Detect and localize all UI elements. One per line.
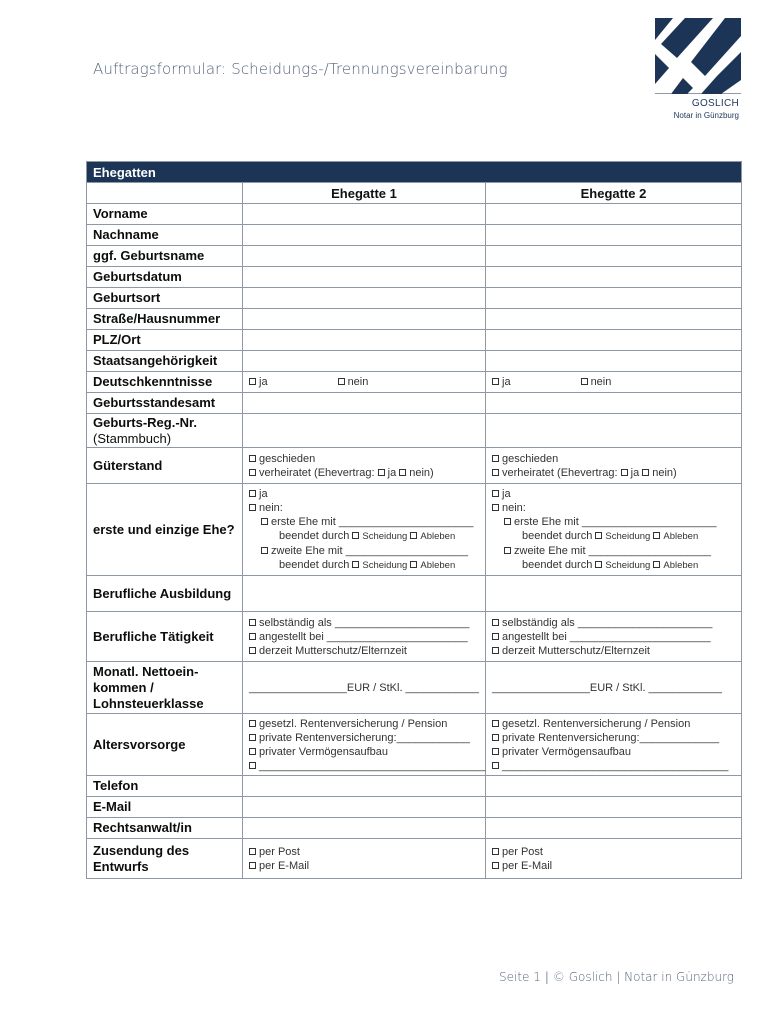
logo-name: GOSLICH xyxy=(691,98,739,109)
checkbox-angestellt-1[interactable] xyxy=(249,633,256,640)
checkbox-deutsch-nein-2[interactable] xyxy=(581,378,588,385)
option-label: nein xyxy=(590,376,612,388)
deutsch-options-2 xyxy=(486,372,742,393)
checkbox-post-1[interactable] xyxy=(249,848,256,855)
field-geburtsname-1[interactable] xyxy=(243,246,486,267)
label-plz-ort: PLZ/Ort xyxy=(87,330,243,351)
checkbox-rente-1[interactable] xyxy=(249,720,256,727)
checkbox-verheiratet-2[interactable] xyxy=(492,469,499,476)
page-footer xyxy=(499,970,734,984)
option-label: _____________________________________ xyxy=(502,759,729,772)
notary-logo xyxy=(655,18,741,125)
checkbox-ehevertrag-ja-2[interactable] xyxy=(621,469,628,476)
checkbox-vermoegen-1[interactable] xyxy=(249,748,256,755)
option-label: Ableben xyxy=(420,530,456,542)
checkbox-erste-ehe-1[interactable] xyxy=(261,518,268,525)
label-vorname: Vorname xyxy=(87,204,243,225)
label-geburtsstandesamt: Geburtsstandesamt xyxy=(87,393,243,414)
checkbox-ehe-ja-2[interactable] xyxy=(492,490,499,497)
checkbox-selbstaendig-2[interactable] xyxy=(492,619,499,626)
field-regnr-2[interactable] xyxy=(486,414,742,448)
option-label: nein xyxy=(347,376,369,388)
option-label: privater Vermögensaufbau xyxy=(502,745,632,758)
option-label: verheiratet (Ehevertrag: xyxy=(259,466,375,479)
checkbox-scheidung-a-2[interactable] xyxy=(595,532,602,539)
field-ausbildung-1[interactable] xyxy=(243,576,486,612)
checkbox-vermoegen-2[interactable] xyxy=(492,748,499,755)
checkbox-mutterschutz-2[interactable] xyxy=(492,647,499,654)
checkbox-zweite-ehe-2[interactable] xyxy=(504,547,511,554)
checkbox-ehe-nein-2[interactable] xyxy=(492,504,499,511)
field-geburtsname-2[interactable] xyxy=(486,246,742,267)
option-label: Ableben xyxy=(663,559,699,571)
option-label: nein: xyxy=(259,501,283,514)
label-nettoeinkommen: Monatl. Nettoein- kommen / Lohnsteuerklasse xyxy=(87,662,243,714)
checkbox-rente-2[interactable] xyxy=(492,720,499,727)
column-header-spouse-1: Ehegatte 1 xyxy=(243,183,486,204)
option-label: ja xyxy=(502,487,511,500)
label-geburts-reg-nr xyxy=(87,414,243,448)
taetigkeit-options-1 xyxy=(243,612,486,662)
checkbox-erste-ehe-2[interactable] xyxy=(504,518,511,525)
footer-separator: | xyxy=(544,970,549,984)
option-label: ja xyxy=(387,466,397,479)
field-email-2[interactable] xyxy=(486,797,742,818)
zusendung-options-2 xyxy=(486,839,742,879)
label-berufliche-taetigkeit: Berufliche Tätigkeit xyxy=(87,612,243,662)
option-label: gesetzl. Rentenversicherung / Pension xyxy=(259,717,448,730)
option-label: angestellt bei _______________________ xyxy=(502,630,711,643)
option-label: Scheidung xyxy=(362,559,408,571)
deutsch-options-1 xyxy=(243,372,486,393)
checkbox-verheiratet-1[interactable] xyxy=(249,469,256,476)
field-email-1[interactable] xyxy=(243,797,486,818)
field-standesamt-1[interactable] xyxy=(243,393,486,414)
checkbox-email-1[interactable] xyxy=(249,862,256,869)
checkbox-sonstiges-2[interactable] xyxy=(492,762,499,769)
label-rechtsanwalt: Rechtsanwalt/in xyxy=(87,818,243,839)
option-label: Scheidung xyxy=(605,559,651,571)
label-erste-ehe: erste und einzige Ehe? xyxy=(87,484,243,576)
empty-header-cell xyxy=(87,183,243,204)
checkbox-deutsch-ja-1[interactable] xyxy=(249,378,256,385)
option-label: verheiratet (Ehevertrag: xyxy=(502,466,618,479)
checkbox-privat-2[interactable] xyxy=(492,734,499,741)
checkbox-deutsch-ja-2[interactable] xyxy=(492,378,499,385)
label-geburtsname: ggf. Geburtsname xyxy=(87,246,243,267)
label-geburtsort: Geburtsort xyxy=(87,288,243,309)
label-strasse: Straße/Hausnummer xyxy=(87,309,243,330)
option-label: nein) xyxy=(409,466,434,479)
option-label: per E-Mail xyxy=(259,859,310,872)
checkbox-ableben-b-2[interactable] xyxy=(653,561,660,568)
gueterstand-options-2 xyxy=(486,448,742,484)
checkbox-scheidung-b-2[interactable] xyxy=(595,561,602,568)
ehe-options-1 xyxy=(243,484,486,576)
field-netto-2[interactable]: ________________EUR / StKl. ____________ xyxy=(486,662,742,714)
option-label: erste Ehe mit ______________________ xyxy=(514,515,717,528)
checkbox-zweite-ehe-1[interactable] xyxy=(261,547,268,554)
checkbox-ableben-b-1[interactable] xyxy=(410,561,417,568)
page-number: Seite 1 xyxy=(498,970,541,984)
option-label: ja xyxy=(502,376,511,388)
gueterstand-options-1 xyxy=(243,448,486,484)
label-telefon: Telefon xyxy=(87,776,243,797)
checkbox-deutsch-nein-1[interactable] xyxy=(338,378,345,385)
bavarian-lozenge-logo-icon xyxy=(655,18,741,94)
alters-options-2 xyxy=(486,714,742,776)
option-label: selbständig als ______________________ xyxy=(259,616,470,629)
option-label: derzeit Mutterschutz/Elternzeit xyxy=(502,644,650,657)
label-altersvorsorge: Altersvorsorge xyxy=(87,714,243,776)
label-email: E-Mail xyxy=(87,797,243,818)
label-staatsangehoerigkeit: Staatsangehörigkeit xyxy=(87,351,243,372)
option-label: per Post xyxy=(502,845,543,858)
field-geburtsort-2[interactable] xyxy=(486,288,742,309)
field-ausbildung-2[interactable] xyxy=(486,576,742,612)
option-label: geschieden xyxy=(502,452,559,465)
field-geburtsdatum-2[interactable] xyxy=(486,267,742,288)
checkbox-scheidung-a-1[interactable] xyxy=(352,532,359,539)
option-label: selbständig als ______________________ xyxy=(502,616,713,629)
option-label: Scheidung xyxy=(605,530,651,542)
option-label: zweite Ehe mit ____________________ xyxy=(271,544,468,557)
option-label: ja xyxy=(259,487,268,500)
field-vorname-2[interactable] xyxy=(486,204,742,225)
option-label: beendet durch xyxy=(279,529,350,542)
option-label: erste Ehe mit ______________________ xyxy=(271,515,474,528)
option-label: angestellt bei _______________________ xyxy=(259,630,468,643)
checkbox-ehevertrag-ja-1[interactable] xyxy=(378,469,385,476)
checkbox-ehevertrag-nein-2[interactable] xyxy=(642,469,649,476)
checkbox-post-2[interactable] xyxy=(492,848,499,855)
field-nachname-1[interactable] xyxy=(243,225,486,246)
checkbox-selbstaendig-1[interactable] xyxy=(249,619,256,626)
option-label: geschieden xyxy=(259,452,316,465)
field-telefon-2[interactable] xyxy=(486,776,742,797)
option-label: per Post xyxy=(259,845,300,858)
field-strasse-1[interactable] xyxy=(243,309,486,330)
checkbox-ableben-a-1[interactable] xyxy=(410,532,417,539)
option-label: nein: xyxy=(502,501,526,514)
zusendung-options-1 xyxy=(243,839,486,879)
checkbox-ehe-ja-1[interactable] xyxy=(249,490,256,497)
label-geburtsdatum: Geburtsdatum xyxy=(87,267,243,288)
option-label: private Rentenversicherung:____________ xyxy=(259,731,470,744)
spouses-form-table xyxy=(86,161,742,879)
field-staat-2[interactable] xyxy=(486,351,742,372)
option-label: Ableben xyxy=(663,530,699,542)
field-plz-ort-2[interactable] xyxy=(486,330,742,351)
option-label: ja xyxy=(259,376,268,388)
field-anwalt-1[interactable] xyxy=(243,818,486,839)
section-header: Ehegatten xyxy=(87,162,742,183)
checkbox-mutterschutz-1[interactable] xyxy=(249,647,256,654)
option-label: Ableben xyxy=(420,559,456,571)
checkbox-geschieden-2[interactable] xyxy=(492,455,499,462)
footer-copyright: © Goslich | Notar in Günzburg xyxy=(552,970,734,984)
option-label: derzeit Mutterschutz/Elternzeit xyxy=(259,644,407,657)
label-sub: (Stammbuch) xyxy=(93,430,172,446)
field-strasse-2[interactable] xyxy=(486,309,742,330)
logo-subtitle: Notar in Günzburg xyxy=(673,111,739,120)
checkbox-scheidung-b-1[interactable] xyxy=(352,561,359,568)
option-label: zweite Ehe mit ____________________ xyxy=(514,544,711,557)
label-deutschkenntnisse: Deutschkenntnisse xyxy=(87,372,243,393)
checkbox-ableben-a-2[interactable] xyxy=(653,532,660,539)
option-label: Scheidung xyxy=(362,530,408,542)
field-telefon-1[interactable] xyxy=(243,776,486,797)
column-header-spouse-2: Ehegatte 2 xyxy=(486,183,742,204)
alters-options-1 xyxy=(243,714,486,776)
option-label: gesetzl. Rentenversicherung / Pension xyxy=(502,717,691,730)
label-berufliche-ausbildung: Berufliche Ausbildung xyxy=(87,576,243,612)
field-staat-1[interactable] xyxy=(243,351,486,372)
label-gueterstand: Güterstand xyxy=(87,448,243,484)
option-label: nein) xyxy=(652,466,677,479)
checkbox-sonstiges-1[interactable] xyxy=(249,762,256,769)
option-label: beendet durch xyxy=(279,558,350,571)
option-label: ja xyxy=(630,466,640,479)
checkbox-email-2[interactable] xyxy=(492,862,499,869)
document-title: Auftragsformular: Scheidungs-/Trennungsvereinbarung xyxy=(93,60,508,78)
field-plz-ort-1[interactable] xyxy=(243,330,486,351)
field-anwalt-2[interactable] xyxy=(486,818,742,839)
checkbox-angestellt-2[interactable] xyxy=(492,633,499,640)
ehe-options-2 xyxy=(486,484,742,576)
checkbox-geschieden-1[interactable] xyxy=(249,455,256,462)
checkbox-privat-1[interactable] xyxy=(249,734,256,741)
label-zusendung: Zusendung des Entwurfs xyxy=(87,839,243,879)
option-label: privater Vermögensaufbau xyxy=(259,745,389,758)
option-label: per E-Mail xyxy=(502,859,553,872)
checkbox-ehe-nein-1[interactable] xyxy=(249,504,256,511)
field-netto-1[interactable]: ________________EUR / StKl. ____________ xyxy=(243,662,486,714)
field-geburtsort-1[interactable] xyxy=(243,288,486,309)
checkbox-ehevertrag-nein-1[interactable] xyxy=(399,469,406,476)
option-label: private Rentenversicherung:_____________ xyxy=(502,731,720,744)
label-nachname: Nachname xyxy=(87,225,243,246)
taetigkeit-options-2 xyxy=(486,612,742,662)
field-geburtsdatum-1[interactable] xyxy=(243,267,486,288)
option-label: _____________________________________ xyxy=(259,759,486,772)
option-label: beendet durch xyxy=(522,529,593,542)
field-regnr-1[interactable] xyxy=(243,414,486,448)
field-standesamt-2[interactable] xyxy=(486,393,742,414)
field-nachname-2[interactable] xyxy=(486,225,742,246)
option-label: beendet durch xyxy=(522,558,593,571)
label-main: Geburts-Reg.-Nr. xyxy=(93,414,198,430)
field-vorname-1[interactable] xyxy=(243,204,486,225)
